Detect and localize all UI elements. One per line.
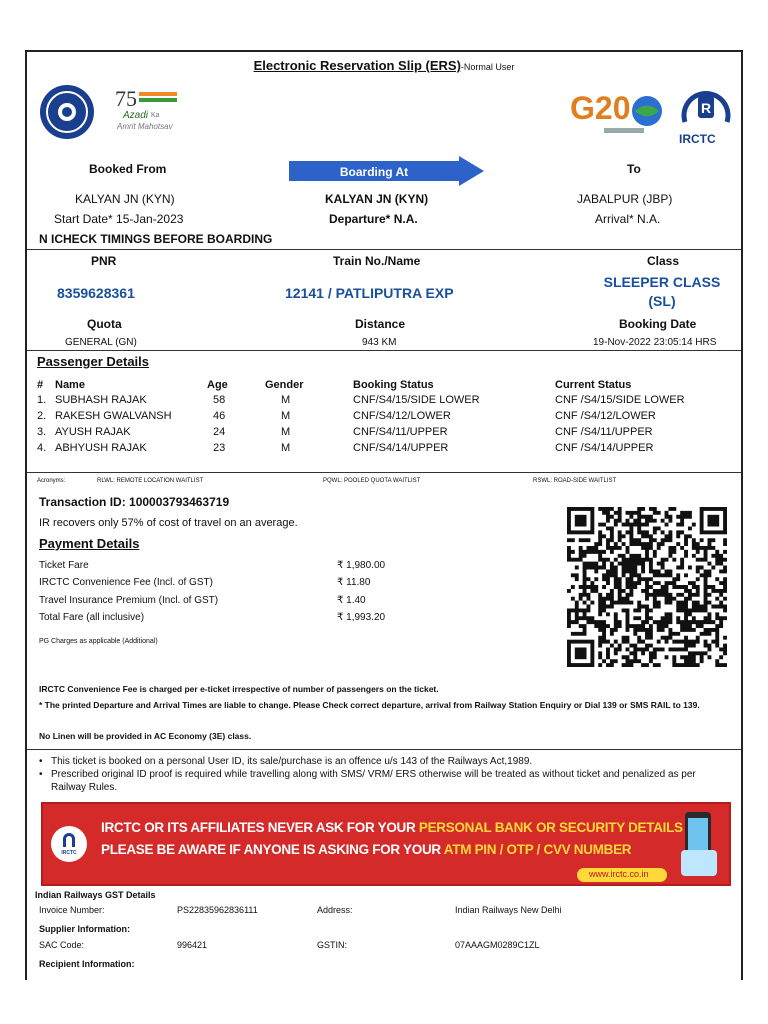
supplier-info-label: Supplier Information: [39, 924, 130, 934]
qr-code [563, 507, 731, 667]
boarding-station: KALYAN JN (KYN) [325, 192, 429, 206]
svg-text:R: R [701, 100, 712, 116]
pnr-label: PNR [91, 254, 117, 268]
start-date: Start Date* 15-Jan-2023 [54, 212, 184, 226]
payment-details-heading: Payment Details [39, 536, 140, 551]
terms-list [39, 755, 729, 794]
gstin-value: 07AAAGM0289C1ZL [455, 940, 540, 950]
payment-item-value: ₹ 1,980.00 [337, 560, 386, 571]
ir-recovery-note: IR recovers only 57% of cost of travel on an average. [39, 517, 298, 529]
mobile-phone-icon [679, 810, 719, 880]
list-item: • Prescribed original ID proof is required while travelling along with SMS/ VRM/ ERS otherwise will be treated as without ticket and penalized as per Railway Rules. [39, 769, 696, 793]
class-label: Class [647, 254, 680, 268]
sac-code: 996421 [177, 940, 208, 950]
g20-logo: G20 [570, 90, 670, 140]
divider [27, 472, 741, 473]
arrival-time: Arrival* N.A. [595, 212, 661, 226]
acronym-pqwl: PQWL: POOLED QUOTA WAITLIST [323, 478, 421, 484]
table-row: 3. AYUSH RAJAK 24 M CNF/S4/11/UPPER CNF /S4/11/UPPER [37, 426, 653, 438]
recipient-info-label: Recipient Information: [39, 959, 135, 969]
globe-icon [630, 94, 664, 128]
banner-line-1: IRCTC OR ITS AFFILIATES NEVER ASK FOR YOUR PERSONAL BANK OR SECURITY DETAILS [101, 820, 683, 835]
linen-note: No Linen will be provided in AC Economy (3E) class. [39, 731, 252, 741]
sac-code-label: SAC Code: [39, 940, 85, 950]
gstin-label: GSTIN: [317, 940, 348, 950]
ers-ticket [25, 50, 743, 980]
table-row: 4. ABHYUSH RAJAK 23 M CNF/S4/14/UPPER CNF /S4/14/UPPER [37, 442, 654, 454]
divider [27, 350, 741, 351]
train-name: 12141 / PATLIPUTRA EXP [285, 285, 454, 301]
acronyms-label: Acronyms: [37, 478, 66, 484]
quota-value: GENERAL (GN) [65, 337, 137, 348]
irctc-logo-icon: IRCTC [51, 826, 87, 862]
booking-date-label: Booking Date [619, 317, 697, 331]
payment-item-value: ₹ 11.80 [337, 577, 371, 588]
payment-item-label: Travel Insurance Premium (Incl. of GST) [39, 595, 219, 606]
pg-charges-note: PG Charges as applicable (Additional) [39, 638, 158, 645]
timings-change-note: * The printed Departure and Arrival Times are liable to change. Please Check correct departure, arrival from Railway Station Enquiry or Dial 139 or SMS RAIL to 139. [39, 700, 700, 710]
payment-item-label: Ticket Fare [39, 560, 89, 571]
class-code: (SL) [648, 293, 676, 309]
security-warning-banner [41, 802, 731, 886]
table-row: 1. SUBHASH RAJAK 58 M CNF/S4/15/SIDE LOWER CNF /S4/15/SIDE LOWER [37, 394, 685, 406]
banner-line-2: PLEASE BE AWARE IF ANYONE IS ASKING FOR YOUR ATM PIN / OTP / CVV NUMBER [101, 842, 632, 857]
payment-item-value: ₹ 1.40 [337, 595, 366, 606]
check-timings-note: N ICHECK TIMINGS BEFORE BOARDING [39, 232, 273, 246]
distance-label: Distance [355, 317, 406, 331]
acronym-rlwl: RLWL: REMOTE LOCATION WAITLIST [97, 478, 204, 484]
boarding-at-label: Boarding At [339, 165, 409, 179]
payment-item-value: ₹ 1,993.20 [337, 612, 386, 623]
azadi-ka-amrit-mahotsav-logo: 75 Azadi Ka Amrit Mahotsav [115, 86, 205, 141]
passenger-table-header: # Name Age Gender Booking Status Current Status [37, 379, 632, 391]
transaction-id: Transaction ID: 100003793463719 [39, 495, 230, 509]
irctc-logo: R IRCTC [675, 82, 739, 152]
gst-details-heading: Indian Railways GST Details [35, 890, 156, 900]
passenger-table [37, 378, 737, 456]
ticket-title: Electronic Reservation Slip (ERS)-Normal User [253, 58, 515, 73]
to-station: JABALPUR (JBP) [577, 192, 673, 206]
departure-time: Departure* N.A. [329, 212, 418, 226]
invoice-number-label: Invoice Number: [39, 905, 105, 915]
invoice-number: PS22835962836111 [177, 905, 258, 915]
indian-railways-emblem-icon [37, 82, 97, 142]
divider [27, 249, 741, 250]
booking-date-value: 19-Nov-2022 23:05:14 HRS [593, 337, 717, 348]
address-value: Indian Railways New Delhi [455, 905, 562, 915]
quota-label: Quota [87, 317, 122, 331]
payment-item-label: Total Fare (all inclusive) [39, 612, 145, 623]
to-label: To [627, 162, 641, 176]
class-name: SLEEPER CLASS [603, 274, 721, 290]
table-row: 2. RAKESH GWALVANSH 46 M CNF/S4/12/LOWER CNF /S4/12/LOWER [37, 410, 656, 422]
pnr-number: 8359628361 [57, 285, 135, 301]
distance-value: 943 KM [362, 337, 397, 348]
list-item: • This ticket is booked on a personal User ID, its sale/purchase is an offence u/s 143 of the Railways Act,1989. [39, 756, 533, 767]
irctc-url: www.irctc.co.in [589, 869, 649, 879]
irctc-emblem-icon [679, 82, 733, 132]
passenger-details-heading: Passenger Details [37, 354, 150, 369]
convenience-fee-note: IRCTC Convenience Fee is charged per e-ticket irrespective of number of passengers on the ticket. [39, 684, 439, 694]
booked-from-label: Booked From [89, 162, 167, 176]
payment-item-label: IRCTC Convenience Fee (Incl. of GST) [39, 577, 213, 588]
divider [27, 749, 741, 750]
train-label: Train No./Name [333, 254, 421, 268]
from-station: KALYAN JN (KYN) [75, 192, 175, 206]
acronym-rswl: RSWL: ROAD-SIDE WAITLIST [533, 478, 617, 484]
address-label: Address: [317, 905, 353, 915]
